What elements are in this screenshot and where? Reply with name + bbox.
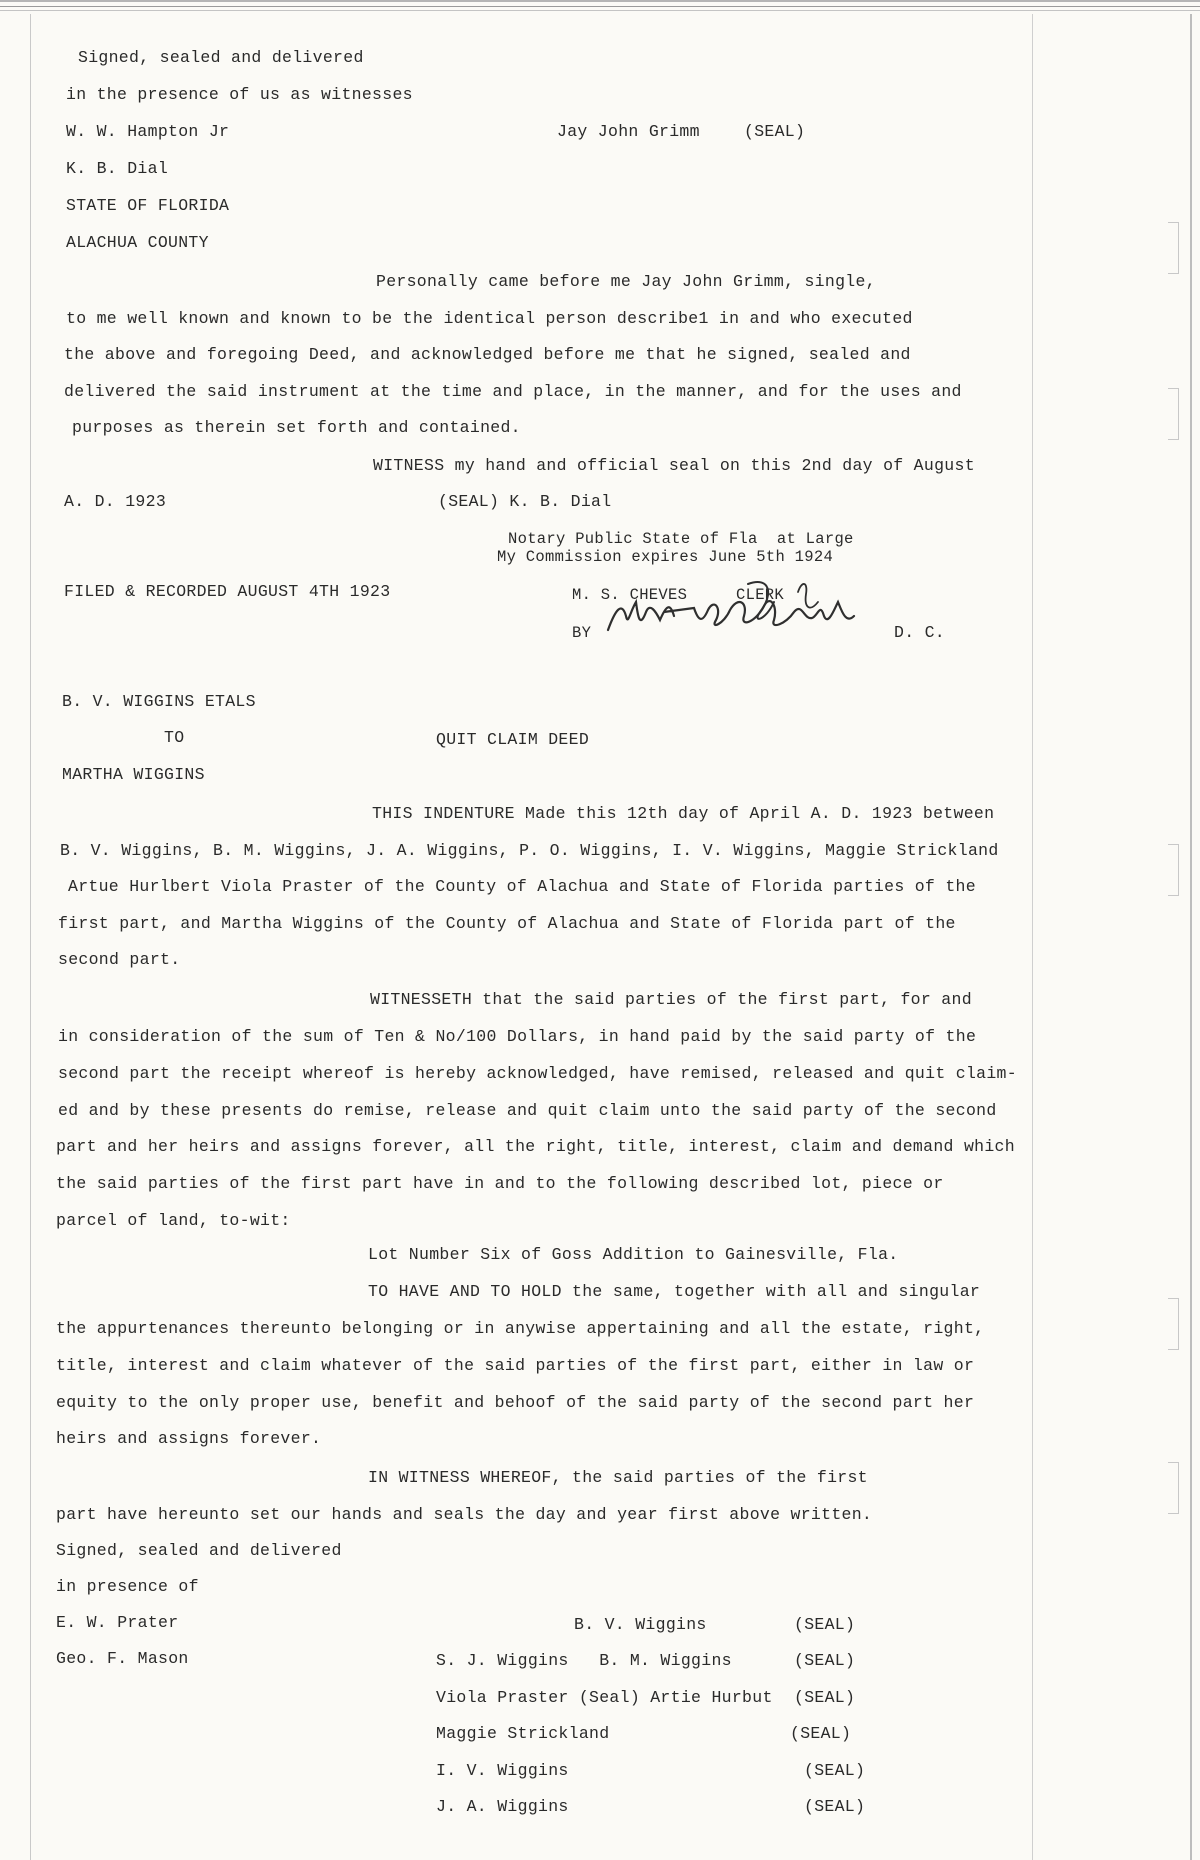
habendum-line: TO HAVE AND TO HOLD the same, together with all and singular — [368, 1282, 981, 1301]
indenture-line: Artue Hurlbert Viola Praster of the County of Alachua and State of Florida parties of the — [68, 877, 976, 896]
witness-name-1: W. W. Hampton Jr — [66, 122, 230, 141]
state-heading: STATE OF FLORIDA — [66, 196, 230, 215]
seal-label: (SEAL) — [794, 1688, 856, 1707]
lot-description: Lot Number Six of Goss Addition to Gainesville, Fla. — [368, 1245, 899, 1264]
filed-recorded-line: FILED & RECORDED AUGUST 4TH 1923 — [64, 582, 391, 601]
witness-intro-line-2: in the presence of us as witnesses — [66, 85, 413, 104]
deed-type-heading: QUIT CLAIM DEED — [436, 730, 590, 749]
habendum-line: heirs and assigns forever. — [56, 1429, 322, 1448]
notary-commission: My Commission expires June 5th 1924 — [497, 548, 834, 566]
notary-seal-signature: (SEAL) K. B. Dial — [438, 492, 612, 511]
by-label: BY — [572, 624, 592, 642]
grantee-heading: MARTHA WIGGINS — [62, 765, 205, 784]
seal-label: (SEAL) — [794, 1651, 856, 1670]
to-heading: TO — [164, 728, 185, 747]
acknowledgment-line: to me well known and known to be the identical person describe1 in and who executed — [66, 309, 913, 328]
indenture-line: B. V. Wiggins, B. M. Wiggins, J. A. Wiggins, P. O. Wiggins, I. V. Wiggins, Maggie Strickland — [60, 841, 999, 860]
acknowledgment-line: delivered the said instrument at the time and place, in the manner, and for the uses and — [64, 382, 962, 401]
top-border-rule — [0, 0, 1200, 14]
acknowledgment-year: A. D. 1923 — [64, 492, 167, 511]
indenture-line: THIS INDENTURE Made this 12th day of April A. D. 1923 between — [372, 804, 995, 823]
grantor-signature-line: Maggie Strickland — [436, 1724, 610, 1743]
testimonium-line: IN WITNESS WHEREOF, the said parties of the first — [368, 1468, 868, 1487]
signed-sealed-line: Signed, sealed and delivered — [56, 1541, 342, 1560]
testimonium-line: part have hereunto set our hands and seals the day and year first above written. — [56, 1505, 873, 1524]
grantor-signature-line: S. J. Wiggins B. M. Wiggins — [436, 1651, 732, 1670]
grantor-signature-line: I. V. Wiggins — [436, 1761, 569, 1780]
witnesseth-line: parcel of land, to-wit: — [56, 1211, 291, 1230]
grantor-signature-line: J. A. Wiggins — [436, 1797, 569, 1816]
witnesseth-line: WITNESSETH that the said parties of the first part, for and — [370, 990, 972, 1009]
habendum-line: equity to the only proper use, benefit and behoof of the said party of the second part her — [56, 1393, 975, 1412]
margin-bracket — [1168, 1298, 1179, 1350]
witness-name-2: K. B. Dial — [66, 159, 169, 178]
grantor-signature: Jay John Grimm — [557, 122, 700, 141]
habendum-line: title, interest and claim whatever of the said parties of the first part, either in law or — [56, 1356, 975, 1375]
page-right-edge — [1190, 14, 1192, 1860]
in-presence-line: in presence of — [56, 1577, 199, 1596]
margin-bracket — [1168, 222, 1179, 274]
witnesseth-line: ed and by these presents do remise, release and quit claim unto the said party of the second — [58, 1101, 997, 1120]
deputy-clerk-signature — [598, 572, 898, 648]
county-heading: ALACHUA COUNTY — [66, 233, 209, 252]
witness-intro-line-1: Signed, sealed and delivered — [78, 48, 364, 67]
notary-title: Notary Public State of Fla at Large — [508, 530, 854, 548]
acknowledgment-line: purposes as therein set forth and contained. — [72, 418, 521, 437]
indenture-line: second part. — [58, 950, 181, 969]
clerk-title: CLERK — [736, 586, 785, 604]
clerk-name: M. S. CHEVES — [572, 586, 688, 604]
witness-name: Geo. F. Mason — [56, 1649, 189, 1668]
seal-label: (SEAL) — [804, 1761, 866, 1780]
margin-bracket — [1168, 1462, 1179, 1514]
margin-bracket — [1168, 844, 1179, 896]
seal-label: (SEAL) — [744, 122, 806, 141]
acknowledgment-line: the above and foregoing Deed, and acknowledged before me that he signed, sealed and — [64, 345, 911, 364]
left-margin-line — [30, 14, 31, 1860]
habendum-line: the appurtenances thereunto belonging or in anywise appertaining and all the estate, right, — [56, 1319, 985, 1338]
acknowledgment-line: WITNESS my hand and official seal on this 2nd day of August — [373, 456, 975, 475]
margin-bracket — [1168, 388, 1179, 440]
grantor-signature-line: Viola Praster (Seal) Artie Hurbut — [436, 1688, 773, 1707]
right-margin-line — [1032, 14, 1033, 1860]
seal-label: (SEAL) — [790, 1724, 852, 1743]
seal-label: (SEAL) — [804, 1797, 866, 1816]
deputy-clerk-label: D. C. — [894, 623, 946, 642]
witnesseth-line: second part the receipt whereof is hereby acknowledged, have remised, released and quit claim- — [58, 1064, 1017, 1083]
seal-label: (SEAL) — [794, 1615, 856, 1634]
witnesseth-line: part and her heirs and assigns forever, all the right, title, interest, claim and demand which — [56, 1137, 1015, 1156]
acknowledgment-line: Personally came before me Jay John Grimm, single, — [376, 272, 876, 291]
witnesseth-line: the said parties of the first part have in and to the following described lot, piece or — [56, 1174, 944, 1193]
witnesseth-line: in consideration of the sum of Ten & No/100 Dollars, in hand paid by the said party of the — [58, 1027, 977, 1046]
handwritten-signature-icon — [598, 572, 898, 648]
witness-name: E. W. Prater — [56, 1613, 179, 1632]
grantors-heading: B. V. WIGGINS ETALS — [62, 692, 256, 711]
indenture-line: first part, and Martha Wiggins of the County of Alachua and State of Florida part of the — [58, 914, 956, 933]
grantor-signature-line: B. V. Wiggins — [574, 1615, 707, 1634]
